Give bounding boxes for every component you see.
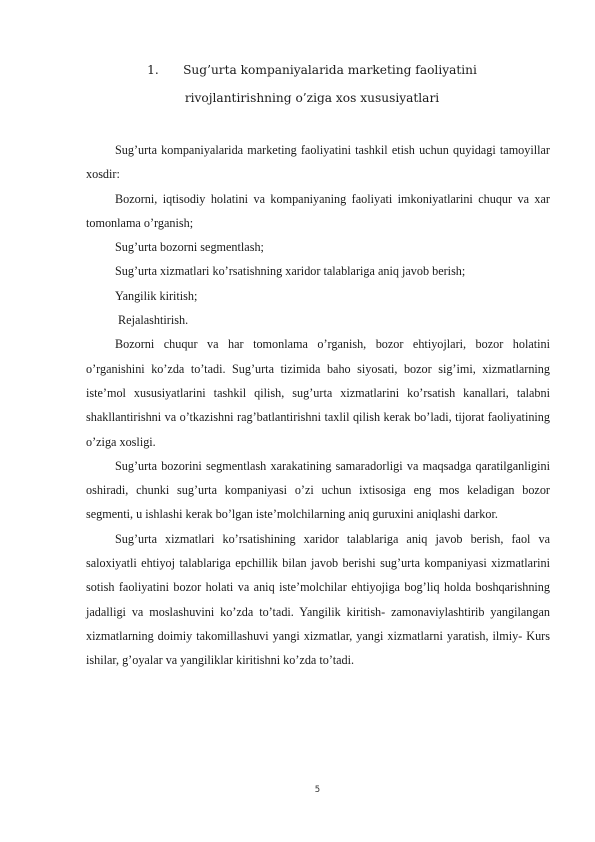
heading-line-1 xyxy=(96,56,528,84)
paragraph-principle-1: Bozorni, iqtisodiy holatini va kompaniyaning faoliyati imkoniyatlarini chuqur va xar tomonlama o’rganish; xyxy=(86,191,550,230)
paragraph-customer-response: Sug’urta xizmatlari ko’rsatishining xaridor talablariga aniq javob berish, faol va saloxiyatli ehtiyoj talablariga epchillik bilan javob berishi sug’urta kompaniyasi xizmatlarini sotish faoliyatini bozor holati va aniq iste’molchilar ehtiyojiga bog’liq holda boshqarishning jadalligi va moslashuvini ko’zda to’tadi. Yangilik kiritish- zamonaviylashtirib yangilangan xizmatlarning doimiy takomillashuvi yangi xizmatlar, yangi xizmatlarni yaratish, ilmiy- Kurs ishilar, g’oyalar va yangiliklar kiritishni ko’zda to’tadi. xyxy=(86,531,550,668)
paragraph-segmentation: Sug’urta bozorini segmentlash xarakatining samaradorligi va maqsadga qaratilganligini oshiradi, chunki sug’urta kompaniyasi o’zi uchun ixtisosiga eng mos keladigan bozor segmenti, u ishlashi kerak bo’lgan iste’molchilarning aniq guruxini aniqlashi darkor. xyxy=(86,458,550,522)
body-text xyxy=(86,138,550,673)
paragraph-principle-4: Yangilik kiritish; xyxy=(115,288,198,303)
heading-number: 1. xyxy=(147,63,159,77)
paragraph-principle-3: Sug’urta xizmatlari ko’rsatishning xaridor talablariga aniq javob berish; xyxy=(115,264,466,279)
section-heading xyxy=(96,56,528,112)
paragraph-principle-2: Sug’urta bozorni segmentlash; xyxy=(115,240,264,255)
heading-line-2: rivojlantirishning o’ziga xos xususiyatlari xyxy=(184,91,440,105)
paragraph-market-study: Bozorni chuqur va har tomonlama o’rganish, bozor ehtiyojlari, bozor holatini o’rganishini ko’zda to’tadi. Sug’urta tizimida baho siyosati, bozor sig’imi, xizmatlarning iste’mol xususiyatlarini tashkil qilish, sug’urta xizmatlarini ko’rsatish kanallari, talabni shakllantirishni va o’tkazishni rag’batlantirishni taxlil qilish kerak bo’ladi, tijorat faoliyatining o’ziga xosligi. xyxy=(86,337,550,449)
paragraph-principle-5: Rejalashtirish. xyxy=(115,313,189,328)
heading-text-1: Sug’urta kompaniyalarida marketing faoliyatini xyxy=(183,63,477,77)
page-number: 5 xyxy=(314,785,321,795)
paragraph-intro: Sug’urta kompaniyalarida marketing faoliyatini tashkil etish uchun quyidagi tamoyillar xosdir: xyxy=(86,143,550,182)
